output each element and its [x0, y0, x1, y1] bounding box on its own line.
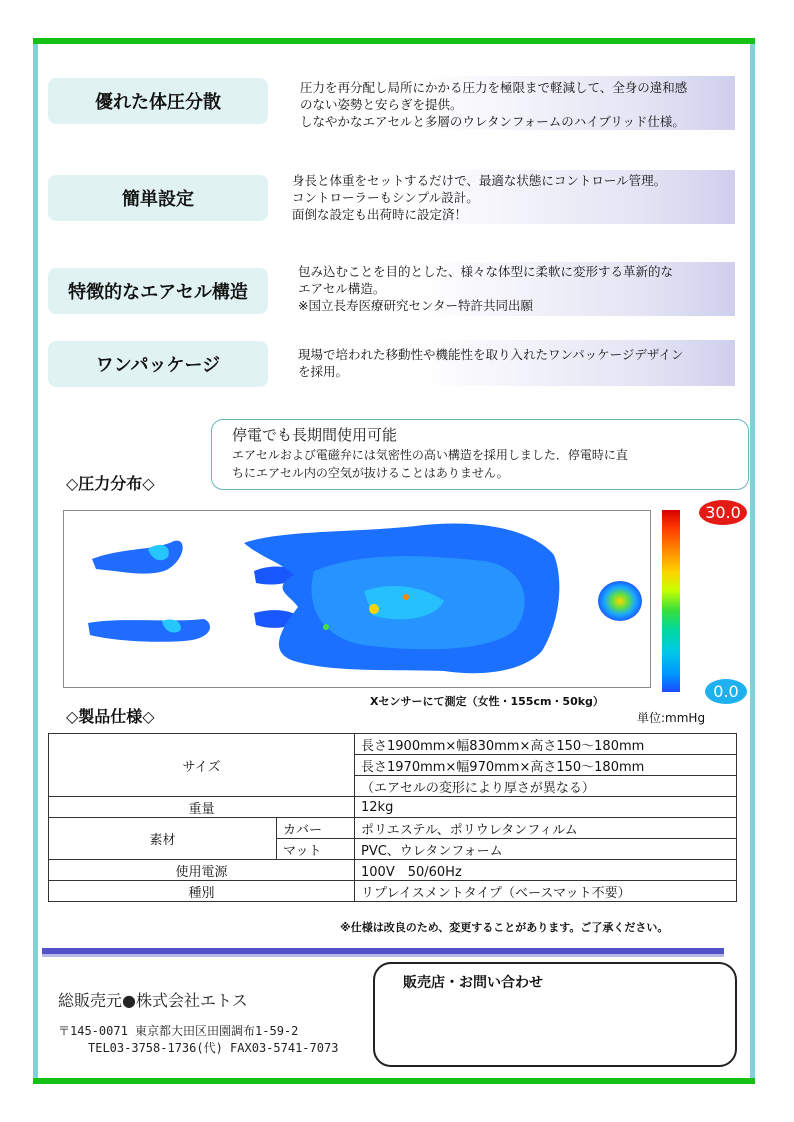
feature-text-pressure-dispersion	[300, 79, 687, 130]
spec-value-type: リプレイスメントタイプ（ベースマット不要）	[355, 881, 737, 902]
spec-label-power: 使用電源	[49, 860, 355, 881]
feature-line: コントローラーもシンプル設計。	[292, 190, 479, 205]
power-outage-text	[232, 446, 738, 482]
spec-table	[48, 733, 737, 902]
footer-divider-shadow	[42, 954, 724, 957]
power-outage-title: 停電でも長期間使用可能	[232, 426, 398, 444]
pressure-region-head	[598, 581, 642, 621]
feature-line: ※国立長寿医療研究センター特許共同出願	[298, 298, 533, 313]
contact-box	[373, 962, 737, 1067]
pressure-color-scale	[662, 510, 680, 692]
bottom-green-bar	[33, 1078, 755, 1084]
spec-label-cover: カバー	[277, 818, 355, 839]
pressure-hotspot	[369, 604, 379, 614]
feature-label-pressure-dispersion: 優れた体圧分散	[48, 78, 268, 124]
pressure-hotspot	[323, 624, 329, 630]
table-row	[49, 797, 737, 818]
feature-text-one-package	[298, 346, 684, 380]
pressure-region-leg-lower	[88, 619, 210, 642]
feature-line: を採用。	[298, 364, 349, 379]
spec-value-size: 長さ1970mm×幅970mm×高さ150～180mm	[355, 755, 737, 776]
feature-label-one-package: ワンパッケージ	[48, 341, 268, 387]
top-green-bar	[33, 38, 755, 44]
spec-heading: ◇製品仕様◇	[66, 707, 155, 726]
unit-label: 単位:mmHg	[637, 711, 706, 725]
spec-value-power: 100V 50/60Hz	[355, 860, 737, 881]
table-row	[49, 860, 737, 881]
power-outage-line: ちにエアセル内の空気が抜けることはありません。	[232, 466, 509, 480]
table-row	[49, 881, 737, 902]
pressure-heading: ◇圧力分布◇	[66, 474, 155, 493]
pressure-hotspot	[403, 594, 409, 600]
feature-label-easy-setup: 簡単設定	[48, 175, 268, 221]
power-outage-callout	[211, 419, 749, 490]
feature-line: 圧力を再分配し局所にかかる圧力を極限まで軽減して、全身の違和感	[300, 80, 688, 95]
feature-line: のない姿勢と安らぎを提供。	[300, 97, 463, 112]
table-row	[49, 818, 737, 839]
scale-max-label: 30.0	[699, 500, 747, 525]
feature-text-air-cell-structure	[298, 263, 673, 314]
seller-name: 総販売元●株式会社エトス	[58, 991, 248, 1010]
spec-label-mat: マット	[277, 839, 355, 860]
spec-value-size-note: （エアセルの変形により厚さが異なる）	[355, 776, 737, 797]
spec-label-type: 種別	[49, 881, 355, 902]
spec-label-size: サイズ	[49, 734, 355, 797]
feature-line: 包み込むことを目的とした、様々な体型に柔軟に変形する革新的な	[298, 264, 674, 279]
spec-label-material: 素材	[49, 818, 277, 860]
power-outage-line: エアセルおよび電磁弁には気密性の高い構造を採用しました．停電時に直	[232, 448, 628, 462]
pressure-map	[63, 510, 651, 688]
spec-note: ※仕様は改良のため、変更することがあります。ご了承ください。	[340, 921, 669, 934]
table-row	[49, 734, 737, 755]
spec-value-size: 長さ1900mm×幅830mm×高さ150～180mm	[355, 734, 737, 755]
phone-line: TEL03-3758-1736(代) FAX03-5741-7073	[88, 1041, 339, 1055]
pressure-map-caption: Xセンサーにて測定（女性・155cm・50kg）	[370, 695, 604, 708]
spec-value-mat: PVC、ウレタンフォーム	[355, 839, 737, 860]
feature-line: エアセル構造。	[298, 281, 386, 296]
spec-label-weight: 重量	[49, 797, 355, 818]
spec-value-weight: 12kg	[355, 797, 737, 818]
contact-title: 販売店・お問い合わせ	[403, 975, 543, 991]
feature-text-easy-setup	[292, 172, 666, 223]
spec-value-cover: ポリエステル、ポリウレタンフィルム	[355, 818, 737, 839]
feature-label-air-cell-structure: 特徴的なエアセル構造	[48, 268, 268, 314]
address-line: 〒145-0071 東京都大田区田園調布1-59-2	[58, 1024, 299, 1038]
seller-address	[58, 1023, 338, 1057]
feature-line: 面倒な設定も出荷時に設定済！	[292, 207, 468, 222]
feature-line: 身長と体重をセットするだけで、最適な状態にコントロール管理。	[292, 173, 667, 188]
feature-line: 現場で培われた移動性や機能性を取り入れたワンパッケージデザイン	[298, 347, 684, 362]
scale-min-label: 0.0	[705, 679, 747, 704]
pressure-map-image	[64, 511, 650, 687]
pressure-region-leg-upper	[92, 541, 183, 574]
feature-line: しなやかなエアセルと多層のウレタンフォームのハイブリッド仕様。	[300, 114, 685, 129]
